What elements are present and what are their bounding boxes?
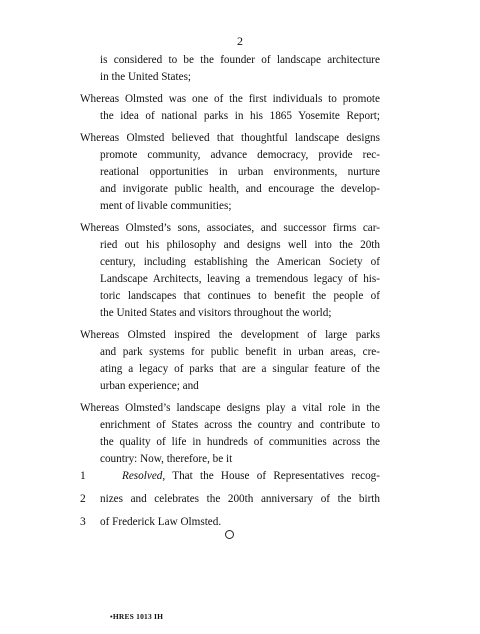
text-line: Whereas Olmsted’s sons, associates, and successor firms car-	[80, 222, 380, 234]
resolved-body: nizes and celebrates the 200th anniversary of the birth	[100, 493, 380, 505]
text-line: ried out his philosophy and designs well into the 20th	[100, 239, 380, 251]
resolved-body: of Frederick Law Olmsted.	[100, 516, 222, 528]
preamble	[80, 52, 380, 468]
numbered-line	[80, 488, 380, 511]
text-line: ating a legacy of parks that are a singular feature of the	[100, 363, 380, 375]
text-line: is considered to be the founder of landscape architecture	[100, 54, 380, 66]
text-line: Whereas Olmsted was one of the first individuals to promote	[80, 93, 380, 105]
text-line: and park systems for public benefit in urban areas, cre-	[100, 346, 380, 358]
text-line: toric landscapes that continues to benefit the people of	[100, 290, 380, 302]
text-line: Landscape Architects, leaving a tremendous legacy of his-	[100, 273, 380, 285]
resolved-text	[122, 465, 380, 488]
resolving-clause	[80, 465, 380, 534]
line-number: 3	[80, 516, 86, 528]
text-line: the United States and visitors throughout the world;	[100, 307, 332, 319]
bill-footer-identifier: •HRES 1013 IH	[110, 612, 164, 621]
numbered-line	[80, 465, 380, 488]
text-line: promote community, advance democracy, provide rec-	[100, 149, 380, 161]
resolved-body: That the House of Representatives recog-	[165, 470, 380, 482]
resolved-text	[100, 488, 380, 511]
text-line: ment of livable communities;	[100, 200, 232, 212]
text-line: Whereas Olmsted believed that thoughtful landscape designs	[80, 132, 380, 144]
line-number: 1	[80, 470, 86, 482]
text-line: reational opportunities in urban environments, nurture	[100, 166, 380, 178]
text-line: enrichment of States across the country and contribute to	[100, 419, 380, 431]
line-number: 2	[80, 493, 86, 505]
text-line: century, including establishing the American Society of	[100, 256, 380, 268]
text-line: the idea of national parks in his 1865 Yosemite Report;	[100, 110, 380, 122]
resolved-text	[100, 511, 380, 534]
resolved-keyword: Resolved,	[122, 470, 166, 482]
text-line: the quality of life in hundreds of communities across the	[100, 436, 380, 448]
end-of-document-circle-icon	[225, 530, 234, 539]
text-line: and invigorate public health, and encourage the develop-	[100, 183, 380, 195]
text-line: Whereas Olmsted’s landscape designs play a vital role in the	[80, 402, 380, 414]
text-line: urban experience; and	[100, 380, 199, 392]
text-line: country: Now, therefore, be it	[100, 453, 233, 465]
page-number: 2	[237, 34, 243, 48]
text-line: Whereas Olmsted inspired the development of large parks	[80, 329, 380, 341]
text-line: in the United States;	[100, 71, 192, 83]
